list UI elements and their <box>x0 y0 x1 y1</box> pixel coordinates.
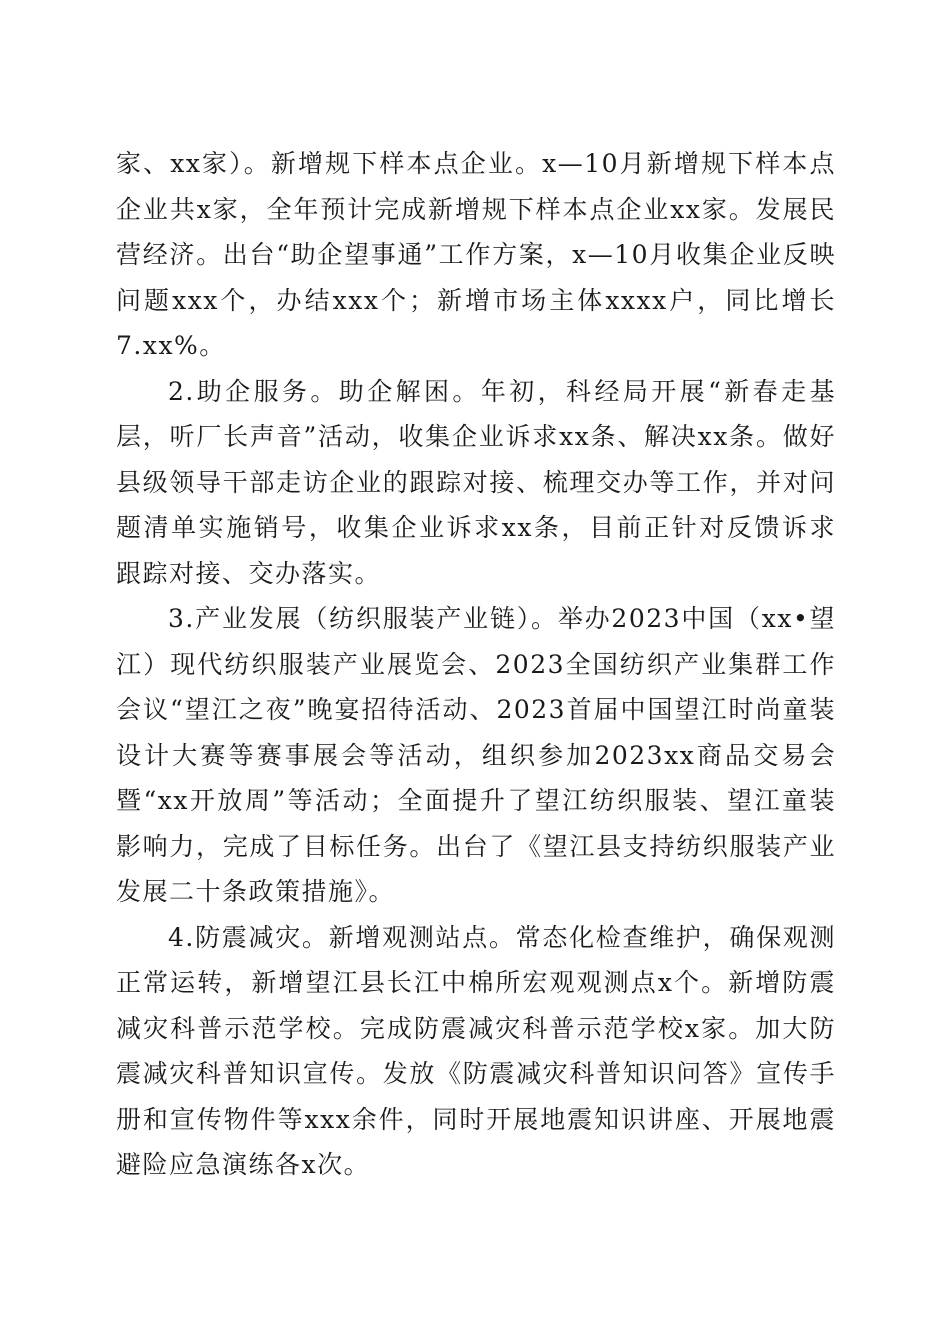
paragraph-industry-development: 3.产业发展（纺织服装产业链）。举办2023中国（xx•望江）现代纺织服装产业展览会、2023全国纺织产业集群工作会议“望江之夜”晚宴招待活动、2023首届中国望江时尚童装设计大赛等赛事展会等活动，组织参加2023xx商品交易会暨“xx开放周”等活动；全面提升了望江纺织服装、望江童装影响力，完成了目标任务。出台了《望江县支持纺织服装产业发展二十条政策措施》。 <box>116 604 836 906</box>
paragraph-continuation: 家、xx家）。新增规下样本点企业。x—10月新增规下样本点企业共x家，全年预计完成新增规下样本点企业xx家。发展民营经济。出台“助企望事通”工作方案，x—10月收集企业反映问题xxx个，办结xxx个；新增市场主体xxxx户，同比增长7.xx%。 <box>116 149 836 360</box>
paragraph-earthquake-prevention: 4.防震减灾。新增观测站点。常态化检查维护，确保观测正常运转，新增望江县长江中棉所宏观观测点x个。新增防震减灾科普示范学校。完成防震减灾科普示范学校x家。加大防震减灾科普知识宣传。发放《防震减灾科普知识问答》宣传手册和宣传物件等xxx余件，同时开展地震知识讲座、开展地震避险应急演练各x次。 <box>116 922 836 1179</box>
document-body <box>116 141 836 1188</box>
paragraph-enterprise-services: 2.助企服务。助企解困。年初，科经局开展“新春走基层，听厂长声音”活动，收集企业诉求xx条、解决xx条。做好县级领导干部走访企业的跟踪对接、梳理交办等工作，并对问题清单实施销号，收集企业诉求xx条，目前正针对反馈诉求跟踪对接、交办落实。 <box>116 376 836 588</box>
